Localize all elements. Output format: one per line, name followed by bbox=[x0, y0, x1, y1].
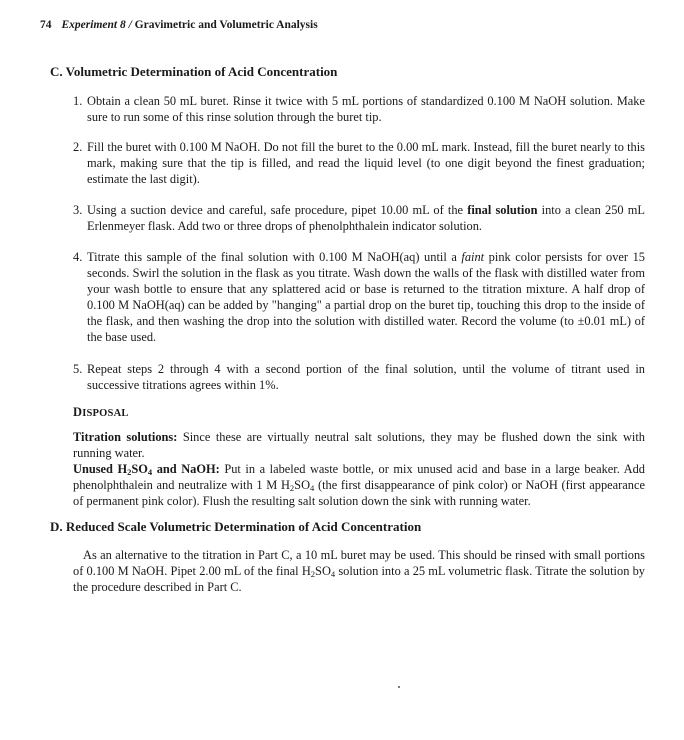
step-item bbox=[73, 93, 645, 125]
section-c-heading: C. Volumetric Determination of Acid Concentration bbox=[50, 64, 338, 79]
page-number: 74 bbox=[40, 19, 52, 31]
titration-text: Since these are virtually neutral salt solutions, they may be flushed down the sink with running water. bbox=[73, 430, 645, 460]
step-number: 2. bbox=[73, 140, 83, 154]
step-number: 1. bbox=[73, 94, 83, 108]
step-item bbox=[73, 249, 645, 345]
running-head bbox=[40, 19, 318, 31]
disposal-heading-rest: ISPOSAL bbox=[82, 408, 129, 419]
step-text: Obtain a clean 50 mL buret. Rinse it twice with 5 mL portions of standardized 0.100 M NaOH solution. Make sure to run some of this rinse solution through the buret tip. bbox=[87, 94, 645, 124]
step-number: 3. bbox=[73, 203, 83, 217]
section-d-heading: D. Reduced Scale Volumetric Determination of Acid Concentration bbox=[50, 519, 422, 534]
step-text: Titrate this sample of the final solution with 0.100 M NaOH(aq) until a bbox=[87, 250, 462, 264]
step-emphasis: final solution bbox=[467, 203, 538, 217]
titration-label: Titration solutions: bbox=[73, 430, 178, 444]
unused-label: Unused $H_2SO_4$ and NaOH: bbox=[73, 462, 220, 477]
step-text: Using a suction device and careful, safe procedure, pipet 10.00 mL of the bbox=[87, 203, 468, 217]
unused-text: Put in a labeled waste bottle, or mix unused acid and base in a large beaker. Add phenolphthalein and neutralize with 1 M $H_2SO_4$ (the first disappearance of pink color) or NaOH (first appearance of permanent pink color). Flush the resulting salt solution down the sink with running water. bbox=[73, 462, 645, 508]
step-text: pink color persists for over 15 seconds. Swirl the solution in the flask as you titrate. Wash down the walls of the flask with distilled water from your wash bottle to ensure that any splattered acid or base is returned to the titration mixture. A half drop of 0.100 M NaOH(aq) can be added by "hanging" a partial drop on the buret tip, touching this drop to the inside of the flask, and then washing the drop into the solution with distilled water. Record the volume (to ±0.01 mL) of the base used. bbox=[87, 250, 645, 344]
disposal-heading bbox=[73, 405, 129, 420]
step-text: Repeat steps 2 through 4 with a second portion of the final solution, until the volume of titrant used in successive titrations agrees within 1%. bbox=[87, 362, 645, 392]
disposal-heading-initial: D bbox=[73, 405, 83, 419]
header-separator: / bbox=[125, 19, 135, 31]
experiment-label: Experiment 8 bbox=[61, 19, 126, 31]
step-text: Fill the buret with 0.100 M NaOH. Do not fill the buret to the 0.00 mL mark. Instead, fill the buret nearly to this mark, making sure that the tip is filled, and read the liquid level (to one digit beyond the finest graduation; estimate the last digit). bbox=[87, 140, 645, 186]
step-number: 4. bbox=[73, 250, 83, 264]
stray-mark bbox=[398, 686, 400, 688]
step-item bbox=[73, 361, 645, 393]
step-emphasis: faint bbox=[461, 250, 485, 264]
step-item bbox=[73, 202, 645, 234]
step-item bbox=[73, 139, 645, 187]
section-d-text: As an alternative to the titration in Part C, a 10 mL buret may be used. This should be rinsed with small portions of 0.100 M NaOH. Pipet 2.00 mL of the final $H_2SO_4$ solution into a 25 mL volumetric flask. Titrate the solution by the procedure described in Part C. bbox=[73, 548, 645, 594]
procedure-steps bbox=[73, 93, 645, 393]
chapter-title: Gravimetric and Volumetric Analysis bbox=[134, 19, 318, 31]
step-number: 5. bbox=[73, 362, 83, 376]
disposal-titration bbox=[73, 429, 645, 461]
disposal-body bbox=[73, 429, 645, 509]
step-text: into a clean 250 mL Erlenmeyer flask. Add two or three drops of phenolphthalein indicator solution. bbox=[87, 203, 645, 233]
disposal-unused bbox=[73, 461, 645, 509]
